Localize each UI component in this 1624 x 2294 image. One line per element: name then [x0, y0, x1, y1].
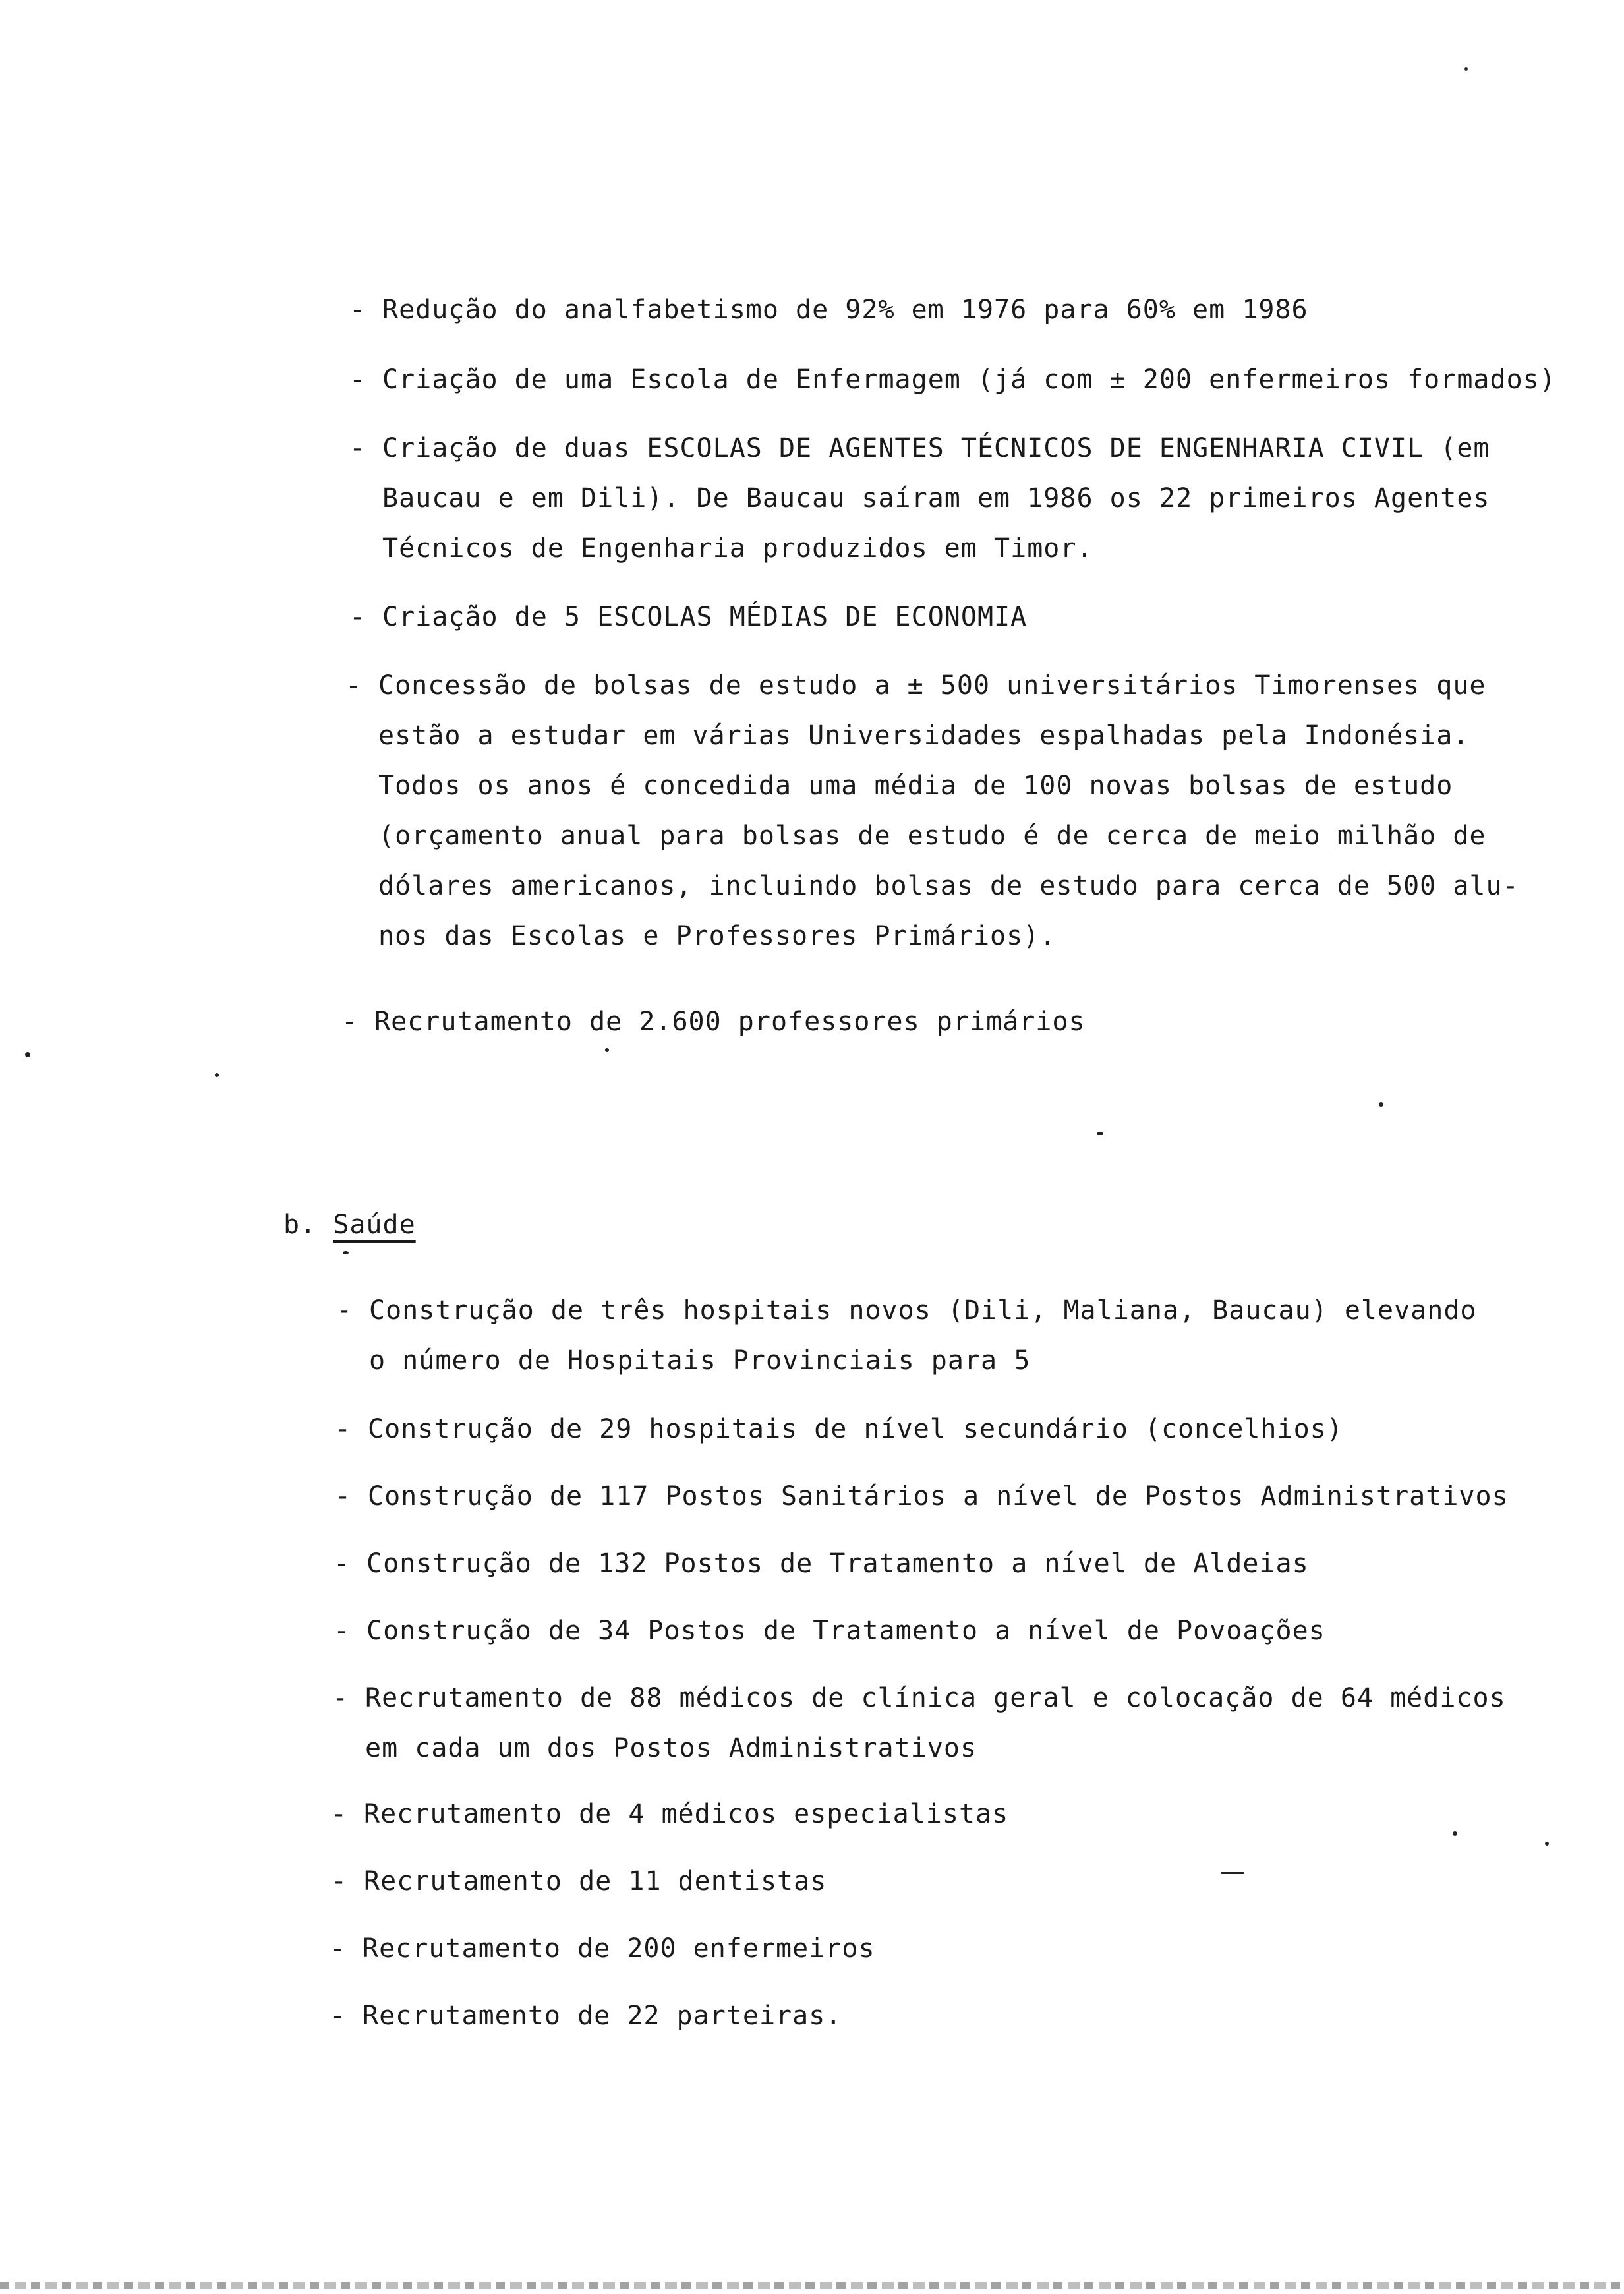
item-line: em cada um dos Postos Administrativos — [365, 1733, 977, 1763]
bullet-dash: - — [331, 1866, 348, 1897]
education-item — [345, 661, 1519, 961]
education-item — [349, 592, 1028, 642]
item-line: (orçamento anual para bolsas de estudo é de cerca de meio milhão de — [378, 821, 1486, 851]
section-title: Saúde — [333, 1210, 416, 1240]
item-line: Construção de 132 Postos de Tratamento a nível de Aldeias — [366, 1548, 1309, 1579]
scan-speck — [1453, 1831, 1457, 1836]
bullet-dash: - — [334, 1616, 351, 1646]
bullet-dash: - — [349, 433, 366, 463]
scan-speck — [343, 1251, 349, 1254]
item-line: Redução do analfabetismo de 92% em 1976 para 60% em 1986 — [382, 295, 1308, 325]
item-line: Recrutamento de 200 enfermeiros — [362, 1933, 875, 1964]
item-line: Baucau e em Dili). De Baucau saíram em 1986 os 22 primeiros Agentes — [382, 483, 1490, 514]
section-heading-saude — [283, 1200, 416, 1250]
education-item — [349, 285, 1308, 335]
scan-speck — [1221, 1872, 1244, 1874]
health-item — [331, 1856, 827, 1906]
bullet-dash: - — [334, 1548, 351, 1579]
scan-speck — [1464, 67, 1468, 71]
item-line: Recrutamento de 22 parteiras. — [362, 2001, 842, 2031]
item-line: o número de Hospitais Provinciais para 5 — [369, 1345, 1031, 1376]
item-line: estão a estudar em várias Universidades espalhadas pela Indonésia. — [378, 721, 1470, 751]
health-item — [330, 1991, 842, 2041]
scan-speck — [605, 1048, 609, 1052]
item-line: Recrutamento de 88 médicos de clínica geral e colocação de 64 médicos — [365, 1683, 1506, 1713]
health-item — [334, 1606, 1325, 1656]
bullet-dash: - — [341, 1007, 359, 1037]
scan-speck — [215, 1073, 219, 1077]
item-line: Criação de uma Escola de Enfermagem (já com ± 200 enfermeiros formados) — [382, 365, 1556, 395]
health-item — [335, 1471, 1509, 1521]
item-line: dólares americanos, incluindo bolsas de estudo para cerca de 500 alu- — [378, 871, 1519, 901]
bullet-dash: - — [349, 602, 366, 632]
item-line: Criação de duas ESCOLAS DE AGENTES TÉCNICOS DE ENGENHARIA CIVIL (em — [382, 433, 1490, 463]
item-line: Recrutamento de 4 médicos especialistas — [364, 1799, 1009, 1829]
health-item — [332, 1673, 1506, 1773]
bullet-dash: - — [330, 2001, 347, 2031]
bullet-dash: - — [349, 365, 366, 395]
health-item — [330, 1924, 875, 1974]
education-item — [341, 997, 1086, 1047]
health-item — [335, 1404, 1343, 1454]
bullet-dash: - — [335, 1414, 352, 1444]
item-line: Recrutamento de 11 dentistas — [364, 1866, 827, 1897]
item-line: Recrutamento de 2.600 professores primários — [374, 1007, 1086, 1037]
bullet-dash: - — [330, 1933, 347, 1964]
item-line: nos das Escolas e Professores Primários). — [378, 921, 1057, 951]
education-item — [349, 423, 1490, 574]
bullet-dash: - — [345, 670, 362, 701]
item-line: Todos os anos é concedida uma média de 100 novas bolsas de estudo — [378, 771, 1453, 801]
scan-speck — [1379, 1102, 1383, 1107]
health-item — [331, 1789, 1009, 1839]
item-line: Concessão de bolsas de estudo a ± 500 universitários Timorenses que — [378, 670, 1486, 701]
scan-speck — [1097, 1132, 1103, 1135]
health-item — [334, 1539, 1309, 1589]
item-line: Construção de 29 hospitais de nível secundário (concelhios) — [368, 1414, 1343, 1444]
education-item — [349, 355, 1556, 405]
item-line: Construção de três hospitais novos (Dili, Maliana, Baucau) elevando — [369, 1295, 1477, 1326]
scan-speck — [25, 1052, 30, 1057]
health-item — [336, 1285, 1477, 1386]
section-marker: b. — [283, 1210, 317, 1240]
bullet-dash: - — [332, 1683, 349, 1713]
bullet-dash: - — [349, 295, 366, 325]
scan-edge-artifact — [0, 2282, 1624, 2289]
item-line: Construção de 34 Postos de Tratamento a nível de Povoações — [366, 1616, 1325, 1646]
bullet-dash: - — [335, 1481, 352, 1512]
bullet-dash: - — [331, 1799, 348, 1829]
bullet-dash: - — [336, 1295, 353, 1326]
item-line: Construção de 117 Postos Sanitários a nível de Postos Administrativos — [368, 1481, 1509, 1512]
item-line: Criação de 5 ESCOLAS MÉDIAS DE ECONOMIA — [382, 602, 1028, 632]
scan-speck — [1545, 1842, 1549, 1846]
item-line: Técnicos de Engenharia produzidos em Timor. — [382, 533, 1093, 564]
